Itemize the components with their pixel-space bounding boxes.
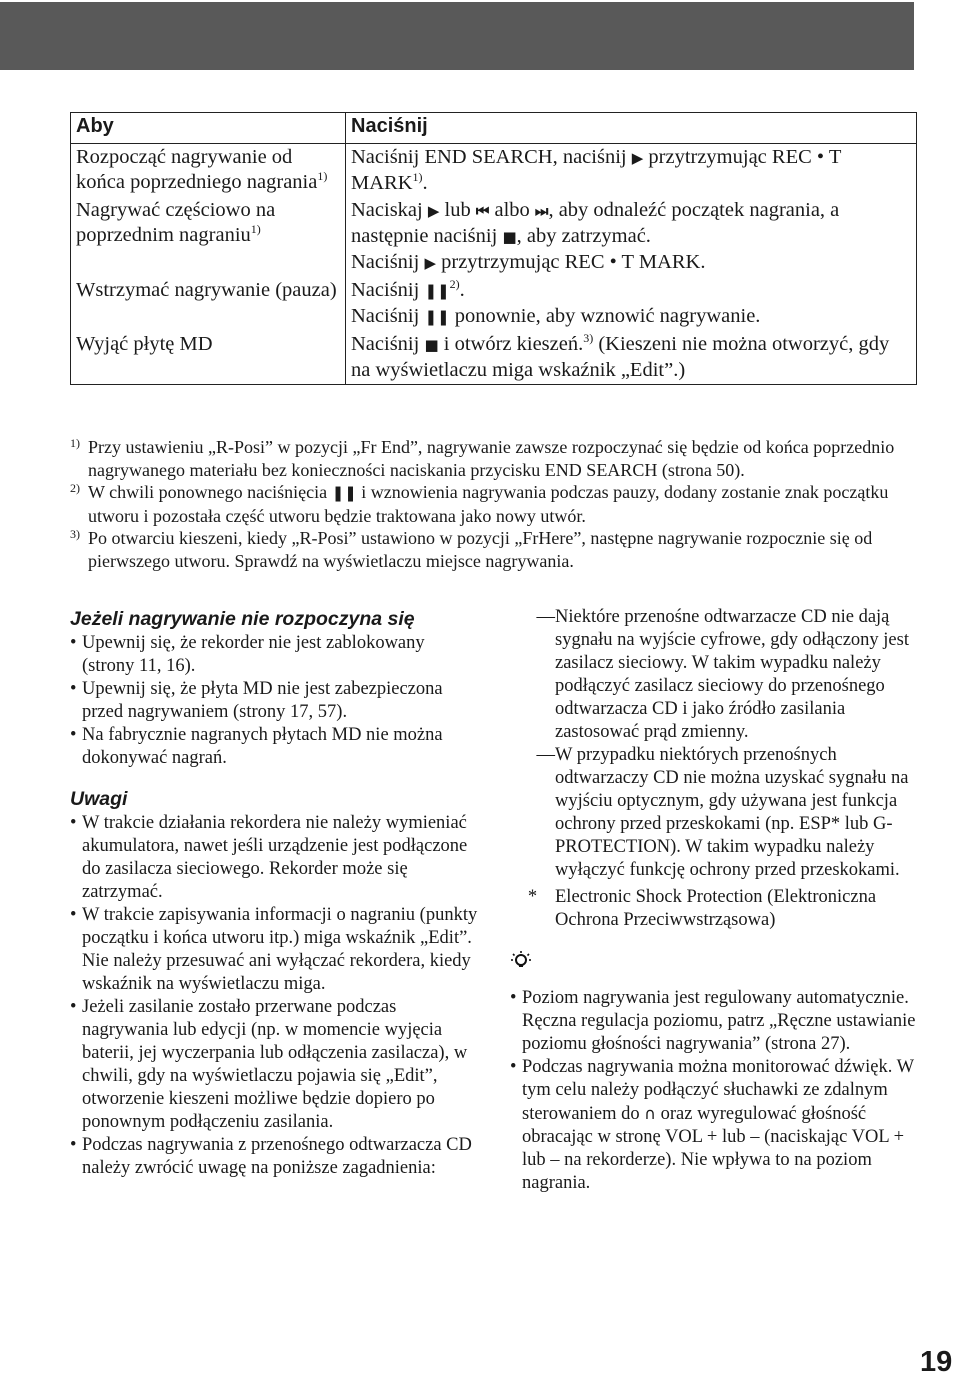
footnote	[70, 527, 918, 572]
list-item-text: Podczas nagrywania można monitorować dźwięk. W tym celu należy podłączyć słuchawki ze zdalnym sterowaniem do	[522, 1057, 914, 1124]
dash-text: Niektóre przenośne odtwarzacze CD nie dają sygnału na wyjście cyfrowe, gdy odłączony jest zasilacz sieciowy. W takim wypadku należy podłączyć zasilacz sieciowy do przenośnego odtwarzacza CD i jako źródło zasilania zastosować prąd zmienny.	[555, 607, 909, 742]
cell-text: lub	[444, 199, 471, 221]
table-cell-aby: Wstrzymać nagrywanie (pauza)	[71, 277, 346, 331]
left-column	[70, 606, 480, 1180]
footnote-ref: 1)	[250, 222, 261, 237]
cell-text: ponownie, aby wznowić nagrywanie.	[454, 305, 761, 327]
cell-text: , aby odnaleźć początek nagrania, a następnie naciśnij	[351, 199, 840, 247]
cell-text: Naciśnij END SEARCH, naciśnij	[351, 146, 627, 168]
play-icon: ▶	[631, 149, 644, 167]
footnote	[70, 436, 918, 481]
lightbulb-icon	[510, 950, 532, 972]
footnote	[70, 481, 918, 527]
table-cell-nacisnij	[346, 197, 917, 277]
prev-track-icon: ⏮	[475, 202, 490, 220]
cell-text: Naciśnij	[351, 279, 420, 301]
cell-text: .	[422, 172, 428, 194]
list-item: • Na fabrycznie nagranych płytach MD nie można dokonywać nagrań.	[70, 724, 480, 770]
play-icon: ▶	[427, 202, 440, 220]
table-cell-aby	[71, 144, 346, 198]
list-item	[510, 1056, 920, 1195]
pause-icon: ❚❚	[424, 308, 450, 326]
cell-text: .	[459, 279, 465, 301]
cell-text: Rozpocząć nagrywanie od końca poprzedniego nagrania	[76, 146, 318, 193]
table-cell-nacisnij	[346, 277, 917, 331]
table-cell-aby	[71, 197, 346, 277]
headphones-icon: ∩	[644, 1104, 656, 1123]
operation-table	[70, 112, 917, 385]
cell-text: , aby zatrzymać.	[516, 225, 651, 247]
footnote-text	[88, 481, 918, 527]
list-item: • Podczas nagrywania z przenośnego odtwarzacza CD należy zwrócić uwagę na poniższe zagadnienia:	[70, 1134, 480, 1180]
list-item: • W trakcie działania rekordera nie należy wymieniać akumulatora, nawet jeśli urządzenie jest podłączone do zasilacza sieciowego. Rekorder może się zatrzymać.	[70, 812, 480, 904]
asterisk-note	[510, 886, 920, 932]
page-number: 19	[920, 1346, 953, 1378]
table-header-nacisnij: Naciśnij	[346, 113, 917, 144]
table-header-aby: Aby	[71, 113, 346, 144]
play-icon: ▶	[424, 254, 436, 272]
pause-icon: ❚❚	[424, 282, 450, 300]
footnotes	[70, 436, 918, 572]
stop-icon: ■	[424, 336, 439, 354]
cell-text: Naciśnij	[351, 305, 420, 327]
next-track-icon: ⏭	[534, 202, 549, 220]
bullet-list	[70, 812, 480, 1180]
table-row	[71, 331, 917, 385]
cell-text: Nagrywać częściowo na poprzednim nagraniu	[76, 199, 276, 246]
header-bar	[0, 2, 914, 70]
table-row	[71, 144, 917, 198]
section-heading-notes: Uwagi	[70, 788, 128, 810]
footnote-ref: 3)	[583, 331, 594, 346]
cell-text: i otwórz kieszeń.	[443, 333, 584, 355]
cell-text: (Kieszeni nie można otworzyć, gdy na wyświetlaczu miga wskaźnik „Edit”.)	[351, 333, 890, 381]
cell-text: albo	[494, 199, 530, 221]
footnote-mark: 2)	[70, 481, 80, 495]
dash-text: W przypadku niektórych przenośnych odtwarzaczy CD nie można uzyskać sygnału na wyjściu optycznym, gdy używana jest funkcja ochrony przed przeskokami (np. ESP* lub G-PROTECTION). W takim wypadku należy wyłączyć funkcję ochrony przed przeskokami.	[555, 745, 909, 880]
right-column	[510, 606, 920, 1195]
stop-icon: ■	[502, 228, 517, 246]
dash-item	[510, 744, 920, 882]
footnote-ref: 1)	[317, 169, 328, 184]
table-cell-nacisnij	[346, 144, 917, 198]
cell-text: przytrzymując REC • T MARK	[351, 146, 841, 194]
footnote-text: Przy ustawieniu „R-Posi” w pozycji „Fr End”, nagrywanie zawsze rozpoczynać się będzie od końca poprzednio nagrywanego materiału bez konieczności naciskania przycisku END SEARCH (strona 50).	[88, 437, 895, 480]
section-heading-not-recording: Jeżeli nagrywanie nie rozpoczyna się	[70, 608, 415, 630]
list-item: • Poziom nagrywania jest regulowany automatycznie. Ręczna regulacja poziomu, patrz „Ręczne ustawianie poziomu głośności nagrywania” (strona 27).	[510, 987, 920, 1056]
footnote-mark: 1)	[70, 436, 80, 450]
footnote-ref: 1)	[412, 170, 423, 185]
list-item: • Upewnij się, że rekorder nie jest zablokowany (strony 11, 16).	[70, 632, 480, 678]
list-item-text: oraz wyregulować głośność obracając w stronę VOL + lub – (naciskając VOL + lub – na rekorderze). Nie wpływa to na poziom nagrania.	[522, 1104, 905, 1193]
cell-text: przytrzymując REC • T MARK.	[441, 251, 706, 273]
table-row	[71, 277, 917, 331]
footnote-mark: 3)	[70, 527, 80, 541]
dash-mark: —	[536, 745, 555, 765]
table-row	[71, 197, 917, 277]
table-cell-aby: Wyjąć płytę MD	[71, 331, 346, 385]
footnote-text-part: W chwili ponownego naciśnięcia	[88, 482, 328, 502]
footnote-ref: 2)	[449, 277, 460, 292]
cell-text: Naciśnij	[351, 333, 420, 355]
table-cell-nacisnij	[346, 331, 917, 385]
bullet-list	[510, 987, 920, 1195]
pause-icon: ❚❚	[331, 484, 357, 502]
list-item: • W trakcie zapisywania informacji o nagraniu (punkty początku i końca utworu itp.) miga wskaźnik „Edit”. Nie należy przesuwać ani wyłączać rekordera, kiedy wskaźnik na wyświetlaczu miga.	[70, 904, 480, 996]
bullet-list	[70, 632, 480, 770]
cell-text: Naciskaj	[351, 199, 423, 221]
list-item: • Upewnij się, że płyta MD nie jest zabezpieczona przed nagrywaniem (strony 17, 57).	[70, 678, 480, 724]
dash-mark: —	[536, 607, 555, 627]
asterisk-mark: *	[527, 887, 538, 907]
asterisk-text: Electronic Shock Protection (Elektroniczna Ochrona Przeciwwstrząsowa)	[555, 887, 877, 930]
dash-item	[510, 606, 920, 744]
footnote-text: Po otwarciu kieszeni, kiedy „R-Posi” ustawiono w pozycji „FrHere”, następne nagrywanie rozpocznie się od pierwszego utworu. Sprawdź na wyświetlaczu miejsce nagrywania.	[88, 528, 873, 571]
list-item: • Jeżeli zasilanie zostało przerwane podczas nagrywania lub edycji (np. w momencie wyjęcia baterii, jej wyczerpania lub odłączenia zasilacza), w chwili, gdy na wyświetlaczu pojawia się „Edit”, otworzenie kieszeni możliwe będzie dopiero po ponownym podłączeniu zasilania.	[70, 996, 480, 1134]
footnote-text-part: i wznowienia nagrywania podczas pauzy, dodany zostanie znak początku utworu i pozostała część utworu będzie traktowana jako nowy utwór.	[88, 482, 889, 526]
cell-text: Naciśnij	[351, 251, 420, 273]
